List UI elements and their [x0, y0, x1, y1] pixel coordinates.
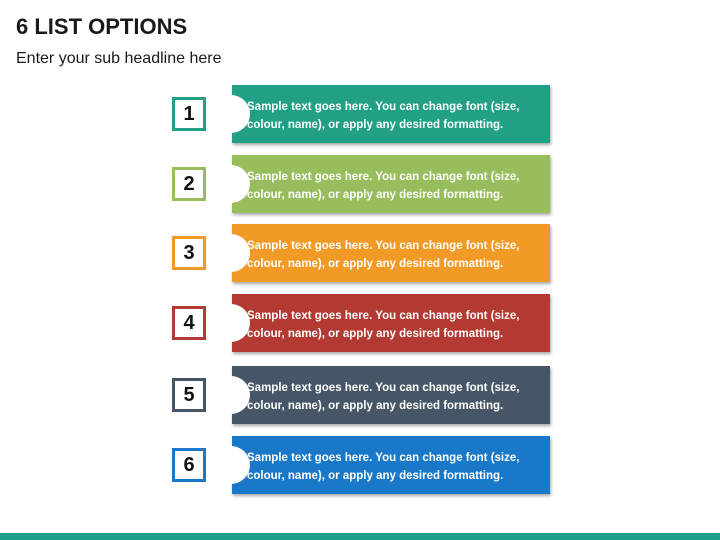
item-number: 4	[172, 306, 206, 340]
item-number: 1	[172, 97, 206, 131]
list-item	[170, 294, 552, 354]
footer-bar	[0, 533, 720, 540]
list-item	[170, 366, 552, 426]
item-number: 3	[172, 236, 206, 270]
item-number: 5	[172, 378, 206, 412]
item-text: Sample text goes here. You can change font (size, colour, name), or apply any desired formatting.	[247, 101, 520, 131]
item-number: 6	[172, 448, 206, 482]
item-text: Sample text goes here. You can change font (size, colour, name), or apply any desired formatting.	[247, 452, 520, 482]
item-text: Sample text goes here. You can change font (size, colour, name), or apply any desired formatting.	[247, 171, 520, 201]
list-item	[170, 155, 552, 215]
slide-subtitle: Enter your sub headline here	[16, 50, 222, 67]
item-text: Sample text goes here. You can change font (size, colour, name), or apply any desired formatting.	[247, 240, 520, 270]
list-item	[170, 85, 552, 145]
slide-title: 6 LIST OPTIONS	[16, 14, 188, 39]
list-item	[170, 436, 552, 496]
item-text: Sample text goes here. You can change font (size, colour, name), or apply any desired formatting.	[247, 310, 520, 340]
item-text: Sample text goes here. You can change font (size, colour, name), or apply any desired formatting.	[247, 382, 520, 412]
list-item	[170, 224, 552, 284]
item-number: 2	[172, 167, 206, 201]
